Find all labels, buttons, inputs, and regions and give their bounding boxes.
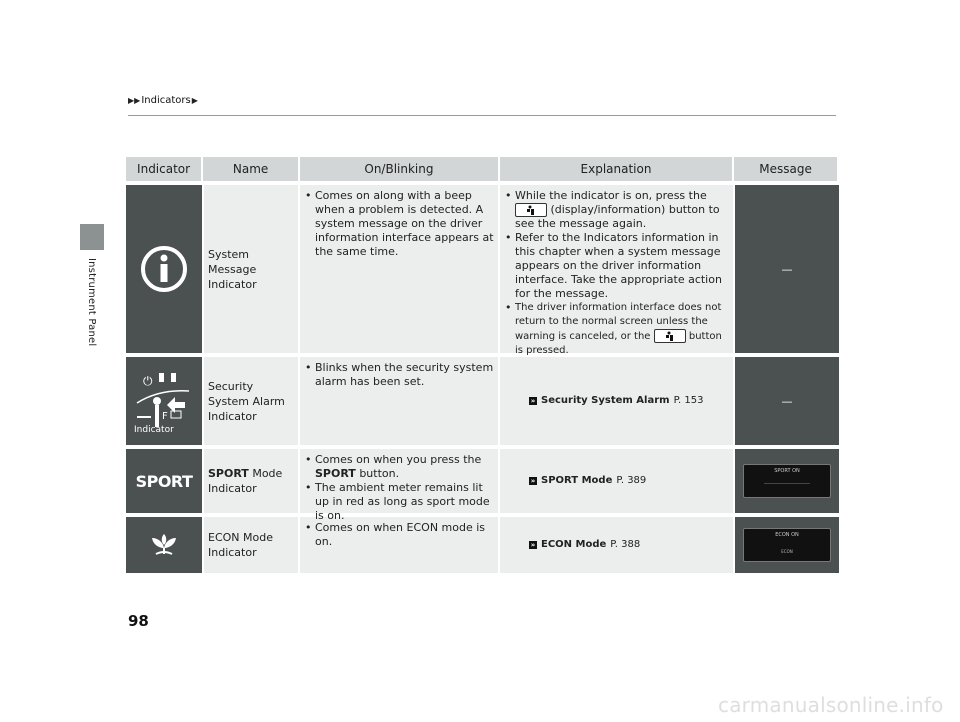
breadcrumb-arrow-icon: ▶ xyxy=(191,96,198,105)
breadcrumb-section[interactable]: Indicators xyxy=(141,95,191,106)
info-circle-icon xyxy=(139,244,189,294)
indicator-name: SPORT Mode Indicator xyxy=(204,449,298,513)
explanation-item: • The driver information interface does not return to the normal screen unless the warning is canceled, or the button is pressed. xyxy=(504,301,729,358)
on-blinking-item: • Comes on along with a beep when a problem is detected. A system message on the driver information interface appears at the same time. xyxy=(304,189,494,259)
table-row xyxy=(126,517,837,573)
header-on-blinking: On/Blinking xyxy=(300,157,500,181)
page-reference-link[interactable]: » SPORT Mode P. 389 xyxy=(530,475,647,486)
breadcrumb-arrow-icon: ▶▶ xyxy=(128,96,141,105)
indicator-name: Security System Alarm Indicator xyxy=(204,357,298,445)
page-reference-link[interactable]: » ECON Mode P. 388 xyxy=(530,539,641,550)
econ-message-screen: ECON ON ECON xyxy=(743,528,831,562)
header-message: Message xyxy=(759,162,812,176)
message-cell: — xyxy=(735,185,839,353)
reference-arrow-icon: » xyxy=(530,477,536,485)
page-number: 98 xyxy=(128,612,149,630)
header-explanation: Explanation xyxy=(500,157,734,181)
message-cell: — xyxy=(735,357,839,445)
explanation-cell xyxy=(500,185,733,356)
indicator-cell xyxy=(126,517,202,573)
indicator-name: System Message Indicator xyxy=(204,185,298,353)
table-row xyxy=(126,185,837,356)
indicator-cell xyxy=(126,185,202,353)
sport-icon: SPORT xyxy=(135,471,193,491)
indicator-cell xyxy=(126,357,202,445)
reference-arrow-icon: » xyxy=(530,541,536,549)
reference-arrow-icon: » xyxy=(530,397,536,405)
svg-text:⏻: ⏻ xyxy=(143,374,153,388)
indicator-caption: Indicator xyxy=(134,425,174,435)
on-blinking-cell xyxy=(300,185,498,353)
on-blinking-item: • The ambient meter remains lit up in red as long as sport mode is on. xyxy=(304,481,494,523)
on-blinking-item: • Comes on when you press the SPORT button. xyxy=(304,453,494,481)
on-blinking-item: • Comes on when ECON mode is on. xyxy=(304,521,494,549)
on-blinking-item: • Blinks when the security system alarm has been set. xyxy=(304,361,494,389)
info-button-icon xyxy=(515,203,547,217)
svg-text:F: F xyxy=(162,411,168,422)
header-rule xyxy=(128,115,836,116)
message-cell xyxy=(735,517,839,573)
explanation-cell xyxy=(500,449,733,513)
header-name: Name xyxy=(203,157,300,181)
info-button-icon xyxy=(654,329,686,343)
indicators-table xyxy=(126,157,837,573)
watermark: carmanualsonline.info xyxy=(718,693,944,717)
on-blinking-cell xyxy=(300,357,498,445)
breadcrumb xyxy=(128,95,198,106)
chapter-tab xyxy=(80,224,104,250)
header-indicator: Indicator xyxy=(126,157,203,181)
table-row xyxy=(126,449,837,522)
on-blinking-cell xyxy=(300,517,498,573)
table-header xyxy=(126,157,837,181)
econ-leaf-icon xyxy=(147,530,181,560)
on-blinking-cell xyxy=(300,449,498,522)
explanation-item: • Refer to the Indicators information in this chapter when a system message appears on the driver information interface. Take the appropriate action for the message. xyxy=(504,231,729,301)
message-cell xyxy=(735,449,839,513)
explanation-item: • While the indicator is on, press the (display/information) button to see the message again. xyxy=(504,189,729,231)
page-reference-link[interactable]: » Security System Alarm P. 153 xyxy=(530,395,704,406)
explanation-cell xyxy=(500,357,733,445)
chapter-side-label: Instrument Panel xyxy=(86,258,97,347)
table-row xyxy=(126,357,837,445)
indicator-cell xyxy=(126,449,202,513)
indicator-name: ECON Mode Indicator xyxy=(204,517,298,573)
sport-message-screen: SPORT ON xyxy=(743,464,831,498)
explanation-cell xyxy=(500,517,733,573)
